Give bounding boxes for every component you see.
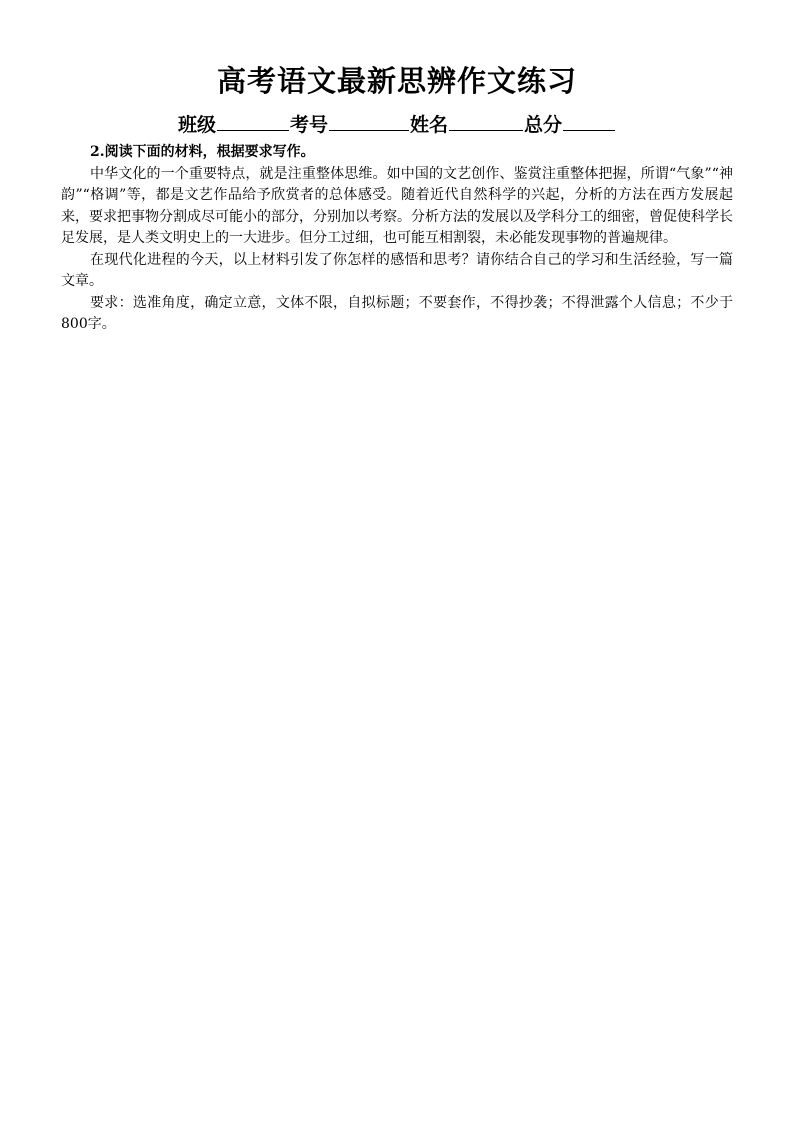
requirements-paragraph: 要求：选准角度，确定立意，文体不限，自拟标题；不要套作，不得抄袭；不得泄露个人信息；不少于 800字。	[61, 294, 733, 332]
exam-number-blank[interactable]	[329, 112, 409, 131]
score-blank[interactable]	[563, 112, 615, 131]
prompt-paragraph: 在现代化进程的今天，以上材料引发了你怎样的感悟和思考？请你结合自己的学习和生活经验，写一篇文章。	[61, 251, 733, 289]
document-title: 高考语文最新思辨作文练习	[216, 64, 577, 98]
student-info-line	[0, 112, 794, 138]
name-blank[interactable]	[449, 112, 523, 131]
question-heading: 2.阅读下面的材料，根据要求写作。	[90, 144, 315, 160]
score-label: 总分	[524, 114, 563, 136]
class-label: 班级	[177, 114, 216, 136]
material-paragraph: 中华文化的一个重要特点，就是注重整体思维。如中国的文艺创作、鉴赏注重整体把握，所谓“气象”“神韵”“格调”等，都是文艺作品给予欣赏者的总体感受。随着近代自然科学的兴起，分析的方法在西方发展起来，要求把事物分割成尽可能小的部分，分别加以考察。分析方法的发展以及学科分工的细密，曾促使科学长足发展，是人类文明史上的一大进步。但分工过细，也可能互相割裂，未必能发现事物的普遍规律。	[61, 165, 733, 246]
exam-number-label: 考号	[289, 114, 328, 136]
question-content	[61, 142, 733, 336]
class-blank[interactable]	[217, 112, 289, 131]
name-label: 姓名	[410, 114, 449, 136]
